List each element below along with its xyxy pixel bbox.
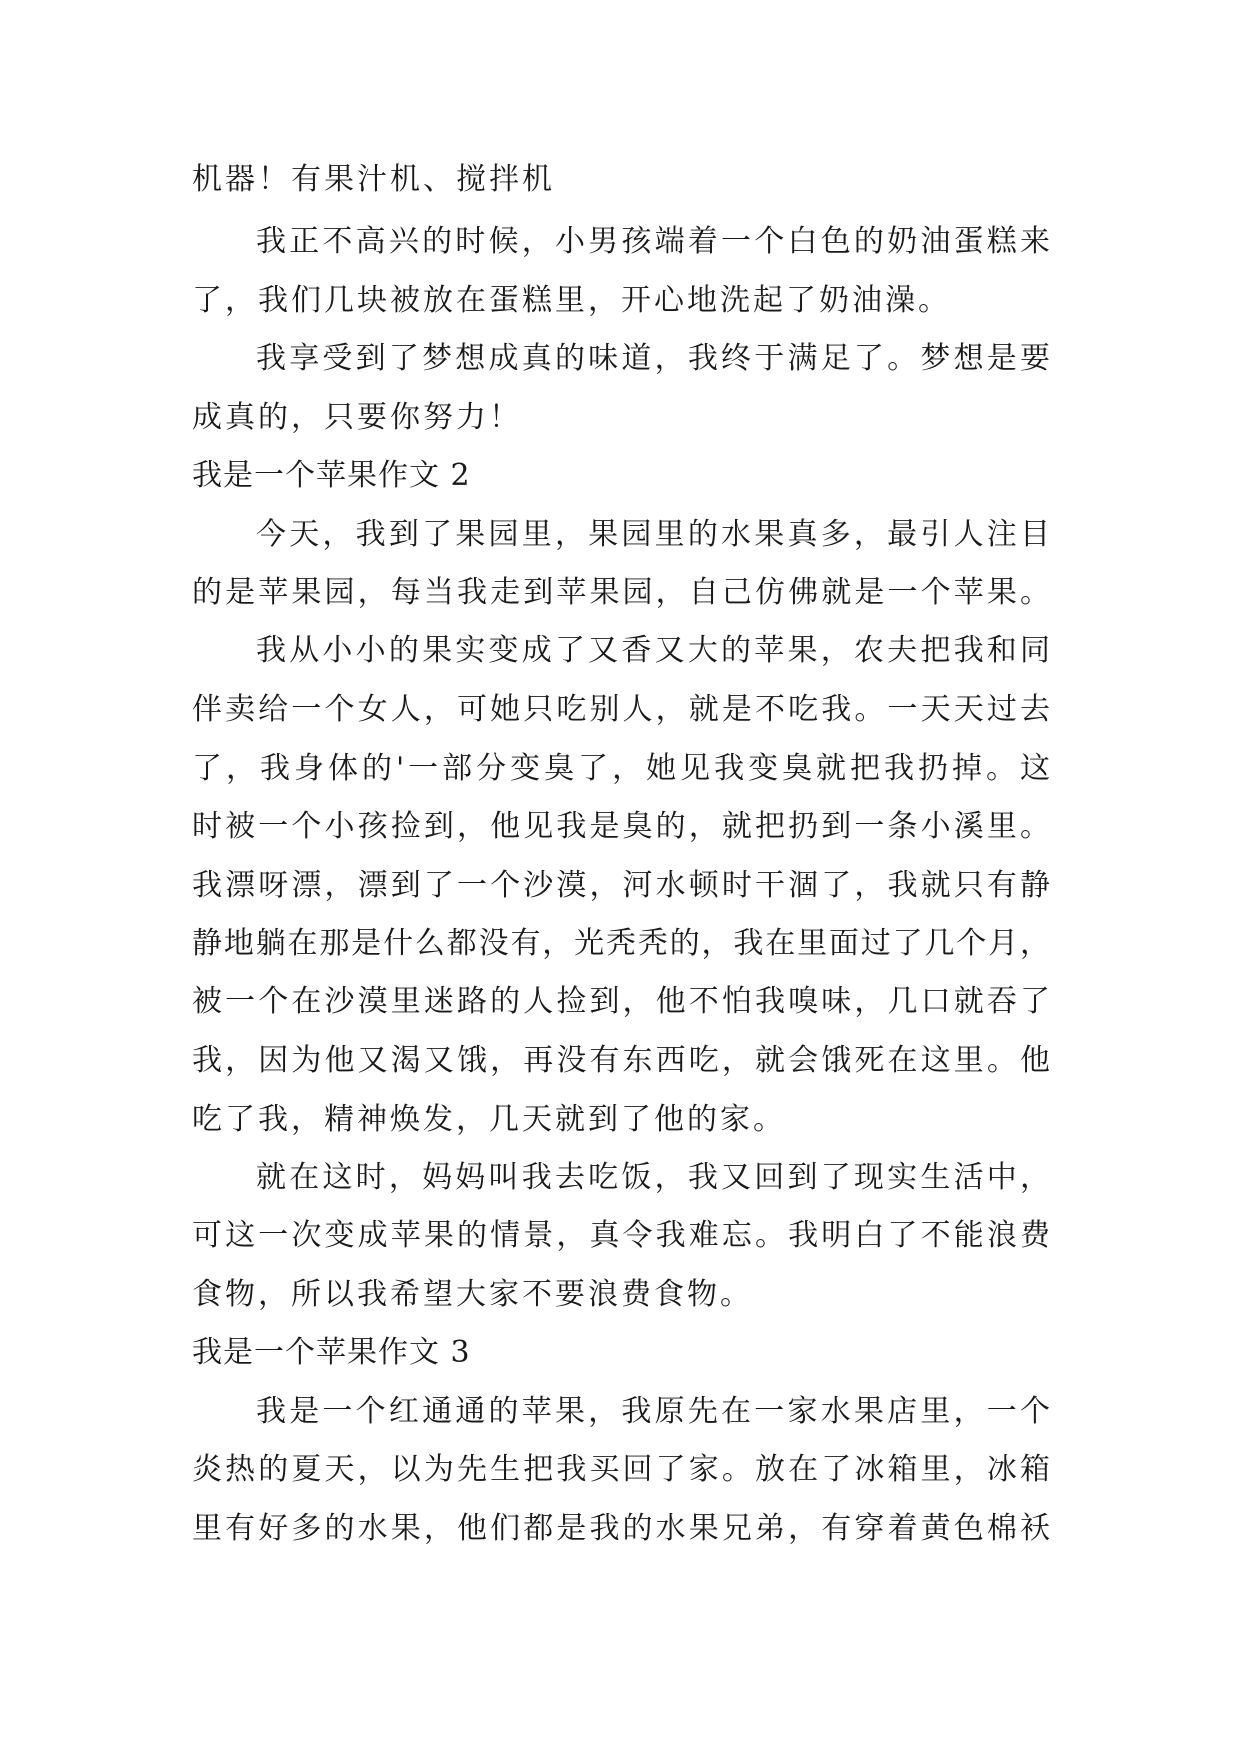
text-line: 机器！有果汁机、搅拌机 (192, 162, 555, 197)
text-line: 里有好多的水果，他们都是我的水果兄弟，有穿着黄色棉袄 (192, 1511, 1050, 1546)
text-line: 吃了我，精神焕发，几天就到了他的家。 (192, 1102, 786, 1137)
text-line: 了，我们几块被放在蛋糕里，开心地洗起了奶油澡。 (192, 283, 951, 318)
text-line: 静地躺在那是什么都没有，光秃秃的，我在里面过了几个月， (192, 926, 1050, 961)
section-heading: 我是一个苹果作文 3 (192, 1335, 471, 1370)
text-line: 就在这时，妈妈叫我去吃饭，我又回到了现实生活中， (256, 1160, 1050, 1195)
text-line: 我从小小的果实变成了又香又大的苹果，农夫把我和同 (256, 633, 1050, 668)
text-line: 成真的，只要你努力！ (192, 400, 522, 435)
text-line: 我漂呀漂，漂到了一个沙漠，河水顿时干涸了，我就只有静 (192, 868, 1050, 903)
text-line: 我，因为他又渴又饿，再没有东西吃，就会饿死在这里。他 (192, 1043, 1050, 1078)
text-line: 今天，我到了果园里，果园里的水果真多，最引人注目 (256, 517, 1050, 552)
text-line: 了，我身体的'一部分变臭了，她见我变臭就把我扔掉。这 (192, 751, 1050, 786)
text-line: 可这一次变成苹果的情景，真令我难忘。我明白了不能浪费 (192, 1218, 1050, 1253)
text-line: 炎热的夏天，以为先生把我买回了家。放在了冰箱里，冰箱 (192, 1452, 1050, 1487)
text-line: 我是一个红通通的苹果，我原先在一家水果店里，一个 (256, 1394, 1050, 1429)
text-line: 伴卖给一个女人，可她只吃别人，就是不吃我。一天天过去 (192, 692, 1050, 727)
text-line: 食物，所以我希望大家不要浪费食物。 (192, 1277, 753, 1312)
text-line: 我正不高兴的时候，小男孩端着一个白色的奶油蛋糕来 (256, 224, 1050, 259)
text-line: 的是苹果园，每当我走到苹果园，自己仿佛就是一个苹果。 (192, 575, 1050, 610)
text-line: 被一个在沙漠里迷路的人捡到，他不怕我嗅味，几口就吞了 (192, 984, 1050, 1019)
text-line: 时被一个小孩捡到，他见我是臭的，就把扔到一条小溪里。 (192, 809, 1050, 844)
text-line: 我享受到了梦想成真的味道，我终于满足了。梦想是要 (256, 341, 1050, 376)
section-heading: 我是一个苹果作文 2 (192, 458, 471, 493)
